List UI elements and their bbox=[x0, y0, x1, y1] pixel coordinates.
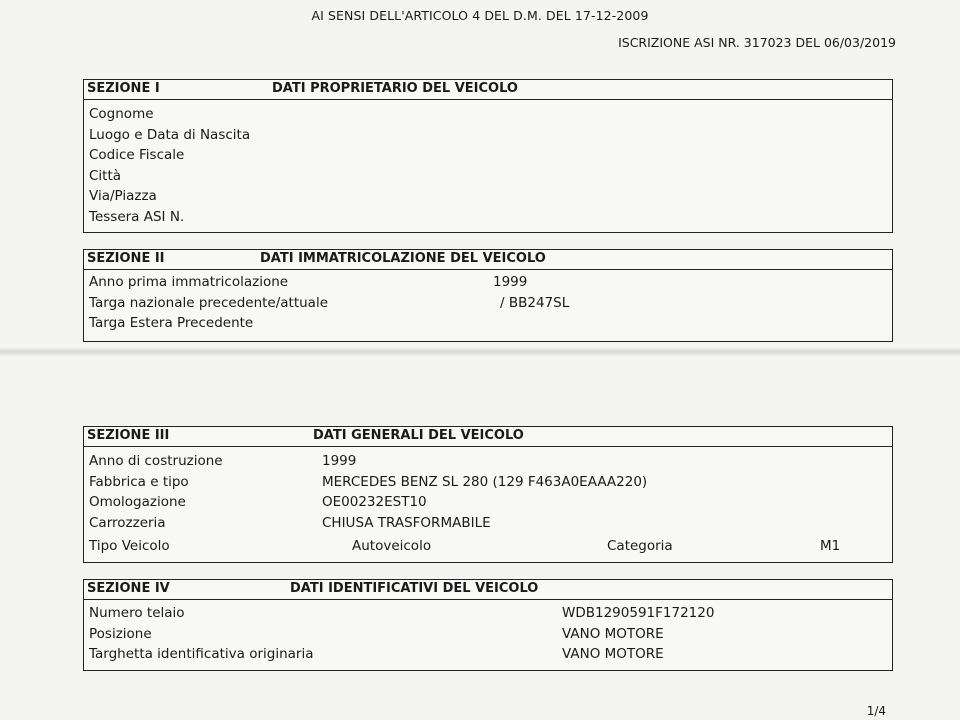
section-header bbox=[84, 427, 892, 447]
section-number: SEZIONE I bbox=[87, 81, 160, 96]
registration-number: ISCRIZIONE ASI NR. 317023 DEL 06/03/2019 bbox=[618, 35, 896, 50]
field-value: Autoveicolo bbox=[352, 538, 432, 555]
field-value: 1999 bbox=[493, 274, 528, 290]
section-title: DATI IMMATRICOLAZIONE DEL VEICOLO bbox=[260, 251, 546, 266]
section-title: DATI GENERALI DEL VEICOLO bbox=[313, 428, 524, 443]
field-value: OE00232EST10 bbox=[322, 494, 427, 511]
field-value: MERCEDES BENZ SL 280 (129 F463A0EAAA220) bbox=[322, 473, 648, 490]
field-value: 1999 bbox=[322, 453, 357, 469]
category-label: Categoria bbox=[607, 538, 673, 555]
field-label: Targa nazionale precedente/attuale bbox=[89, 294, 329, 311]
field-label: Città bbox=[89, 167, 122, 184]
field-row bbox=[84, 472, 892, 493]
field-row bbox=[84, 125, 892, 146]
section-header bbox=[84, 250, 892, 270]
field-row bbox=[84, 186, 892, 207]
field-row bbox=[84, 492, 892, 513]
field-label: Fabbrica e tipo bbox=[89, 473, 189, 490]
field-value: / BB247SL bbox=[500, 294, 570, 311]
field-label: Omologazione bbox=[89, 494, 186, 511]
field-row bbox=[84, 207, 892, 228]
field-value: WDB1290591F172120 bbox=[562, 605, 715, 621]
field-row bbox=[84, 624, 892, 645]
field-row bbox=[84, 603, 892, 624]
paper-fold-shadow bbox=[0, 347, 960, 357]
field-label: Tipo Veicolo bbox=[89, 538, 170, 555]
page-number: 1/4 bbox=[866, 704, 886, 718]
field-label: Anno di costruzione bbox=[89, 453, 223, 469]
field-row bbox=[84, 313, 892, 334]
section-header bbox=[84, 580, 892, 600]
field-label: Via/Piazza bbox=[89, 188, 157, 205]
field-label: Luogo e Data di Nascita bbox=[89, 126, 251, 143]
field-value: VANO MOTORE bbox=[562, 625, 664, 642]
field-row bbox=[84, 533, 892, 557]
field-row bbox=[84, 145, 892, 166]
field-label: Targhetta identificativa originaria bbox=[89, 646, 314, 663]
field-value: VANO MOTORE bbox=[562, 646, 664, 663]
section-number: SEZIONE IV bbox=[87, 581, 170, 596]
field-row bbox=[84, 451, 892, 472]
section-registration bbox=[83, 249, 893, 342]
section-number: SEZIONE II bbox=[87, 251, 165, 266]
section-header bbox=[84, 80, 892, 100]
field-value: CHIUSA TRASFORMABILE bbox=[322, 514, 491, 531]
field-label: Tessera ASI N. bbox=[89, 208, 185, 225]
field-label: Cognome bbox=[89, 106, 154, 122]
field-label: Posizione bbox=[89, 625, 152, 642]
section-title: DATI IDENTIFICATIVI DEL VEICOLO bbox=[290, 581, 539, 596]
field-row bbox=[84, 513, 892, 534]
section-identification bbox=[83, 579, 893, 671]
field-row bbox=[84, 644, 892, 665]
section-general bbox=[83, 426, 893, 563]
field-row bbox=[84, 293, 892, 314]
field-label: Carrozzeria bbox=[89, 514, 166, 531]
field-label: Anno prima immatricolazione bbox=[89, 274, 289, 290]
section-title: DATI PROPRIETARIO DEL VEICOLO bbox=[272, 81, 518, 96]
field-label: Codice Fiscale bbox=[89, 147, 185, 164]
field-label: Numero telaio bbox=[89, 605, 185, 621]
section-owner bbox=[83, 79, 893, 233]
category-value: M1 bbox=[820, 538, 841, 555]
section-number: SEZIONE III bbox=[87, 428, 170, 443]
field-row bbox=[84, 272, 892, 293]
field-row bbox=[84, 166, 892, 187]
field-row bbox=[84, 104, 892, 125]
decree-header: AI SENSI DELL'ARTICOLO 4 DEL D.M. DEL 17-12-2009 bbox=[311, 8, 649, 23]
field-label: Targa Estera Precedente bbox=[89, 315, 254, 332]
